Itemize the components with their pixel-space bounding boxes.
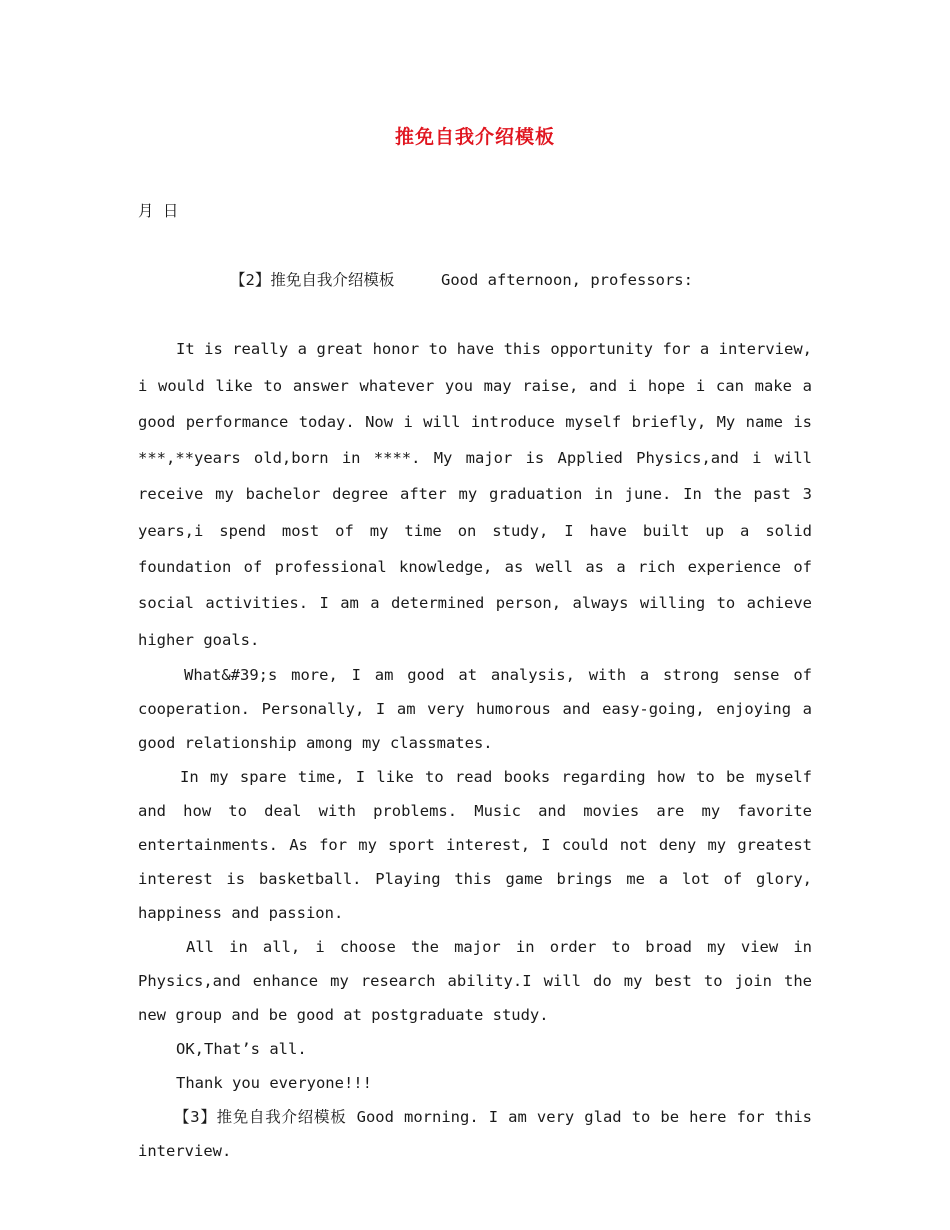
section-3-intro: Good morning. I am very glad to be here for this interview. bbox=[138, 1107, 812, 1160]
closing-line-1: OK,That’s all. bbox=[176, 1039, 307, 1058]
page-title: 推免自我介绍模板 bbox=[394, 126, 555, 148]
paragraph-3: In my spare time, I like to read books regarding how to be myself and how to deal with problems. Music and movies are my favorite entertainments. As for my sport interest, I could not deny my greatest interest is basketball. Playing this game brings me a lot of glory, happiness and passion. bbox=[138, 767, 812, 922]
section-2-greeting: Good afternoon, professors: bbox=[441, 271, 693, 290]
section-3-heading: 【3】推免自我介绍模板 bbox=[174, 1107, 347, 1126]
closing-line-2: Thank you everyone!!! bbox=[176, 1073, 372, 1092]
section-2-heading-line bbox=[138, 229, 812, 331]
section-3-block bbox=[138, 1100, 812, 1168]
paragraph-2: What&#39;s more, I am good at analysis, with a strong sense of cooperation. Personally, I am very humorous and easy-going, enjoying a good relationship among my classmates. bbox=[138, 665, 812, 752]
section-2-heading: 【2】推免自我介绍模板 bbox=[230, 271, 395, 290]
paragraph-4: All in all, i choose the major in order to broad my view in Physics,and enhance my research ability.I will do my best to join the new group and be good at postgraduate study. bbox=[138, 937, 812, 1024]
date-line: 月 日 bbox=[138, 202, 179, 220]
document-body bbox=[138, 193, 812, 1168]
paragraph-1: It is really a great honor to have this opportunity for a interview, i would like to answer whatever you may raise, and i hope i can make a good performance today. Now i will introduce myself briefly, My name is ***,**years old,born in ****. My major is Applied Physics,and i will receive my bachelor degree after my graduation in june. In the past 3 years,i spend most of my time on study, I have built up a solid foundation of professional knowledge, as well as a rich experience of social activities. I am a determined person, always willing to achieve higher goals. bbox=[138, 340, 812, 649]
